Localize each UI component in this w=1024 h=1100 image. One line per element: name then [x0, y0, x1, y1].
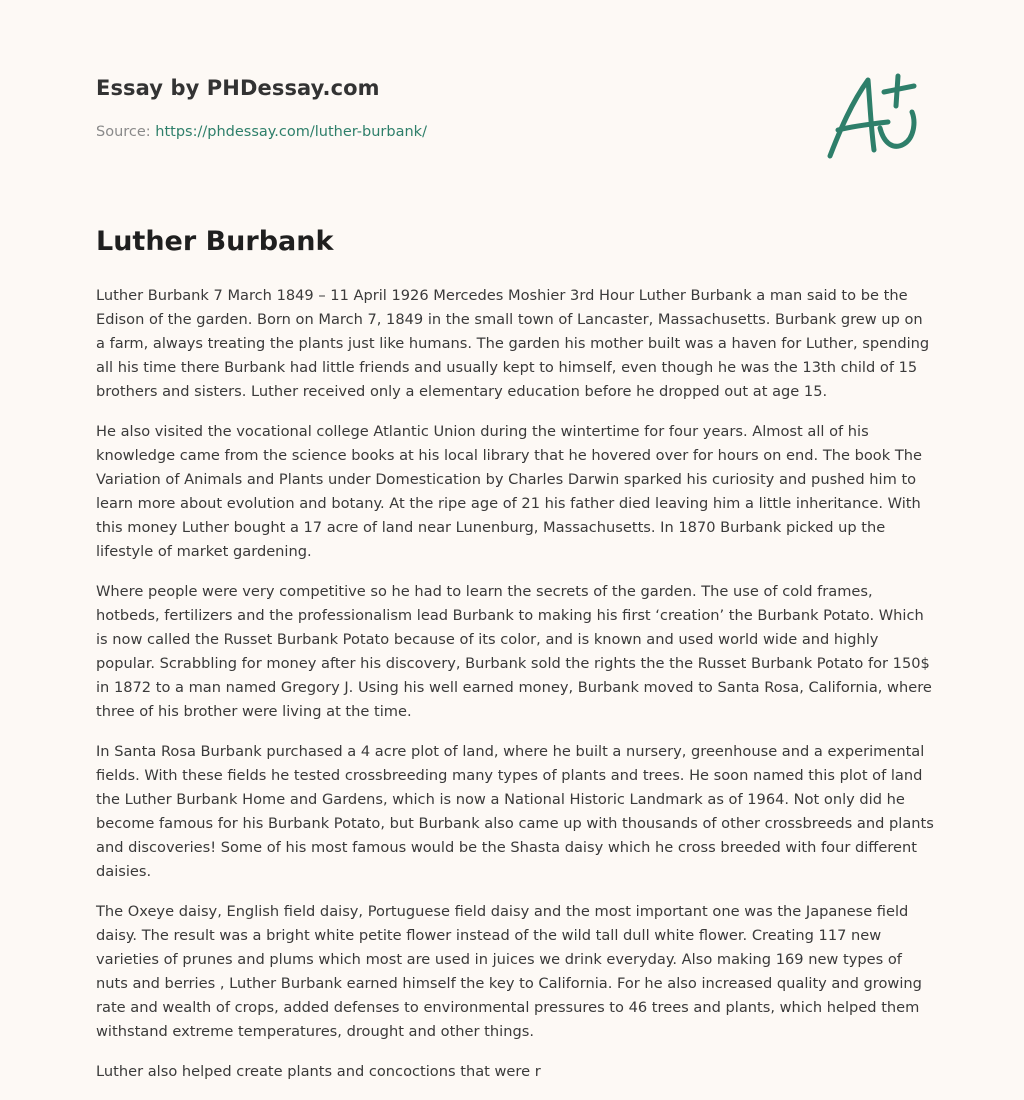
essay-paragraph: In Santa Rosa Burbank purchased a 4 acre plot of land, where he built a nursery, greenhouse and a experimental fields. With these fields he tested crossbreeding many types of plants and trees. He soon named this plot of land the Luther Burbank Home and Gardens, which is now a National Historic Landmark as of 1964. Not only did he become famous for his Burbank Potato, but Burbank also came up with thousands of other crossbreeds and plants and discoveries! Some of his most famous would be the Shasta daisy which he cross breeded with four different daisies.	[96, 743, 934, 880]
source-link[interactable]: https://phdessay.com/luther-burbank/	[155, 124, 427, 140]
essay-paragraph-truncated: Luther also helped create plants and concoctions that were r	[96, 1063, 541, 1080]
essay-page	[96, 0, 932, 1100]
site-title: Essay by PHDessay.com	[96, 76, 380, 100]
essay-paragraph: Luther Burbank 7 March 1849 – 11 April 1926 Mercedes Moshier 3rd Hour Luther Burbank a man said to be the Edison of the garden. Born on March 7, 1849 in the small town of Lancaster, Massachusetts. Burbank grew up on a farm, always treating the plants just like humans. The garden his mother built was a haven for Luther, spending all his time there Burbank had little friends and usually kept to himself, even though he was the 13th child of 15 brothers and sisters. Luther received only a elementary education before he dropped out at age 15.	[96, 287, 930, 400]
essay-paragraph: He also visited the vocational college Atlantic Union during the wintertime for four years. Almost all of his knowledge came from the science books at his local library that he hovered over for hours on end. The book The Variation of Animals and Plants under Domestication by Charles Darwin sparked his curiosity and pushed him to learn more about evolution and botany. At the ripe age of 21 his father died leaving him a little inheritance. With this money Luther bought a 17 acre of land near Lunenburg, Massachusetts. In 1870 Burbank picked up the lifestyle of market gardening.	[96, 423, 922, 560]
essay-title: Luther Burbank	[96, 226, 334, 257]
source-label: Source:	[96, 124, 151, 140]
a-plus-logo-icon	[824, 68, 928, 164]
essay-body	[96, 284, 934, 1100]
essay-paragraph: The Oxeye daisy, English field daisy, Portuguese field daisy and the most important one was the Japanese field daisy. The result was a bright white petite flower instead of the wild tall dull white flower. Creating 117 new varieties of prunes and plums which most are used in juices we drink everyday. Also making 169 new types of nuts and berries , Luther Burbank earned himself the key to California. For he also increased quality and growing rate and wealth of crops, added defenses to environmental pressures to 46 trees and plants, which helped them withstand extreme temperatures, drought and other things.	[96, 903, 922, 1040]
source-line	[96, 124, 427, 140]
page-header	[96, 74, 932, 164]
essay-paragraph: Where people were very competitive so he had to learn the secrets of the garden. The use of cold frames, hotbeds, fertilizers and the professionalism lead Burbank to making his first ‘creation’ the Burbank Potato. Which is now called the Russet Burbank Potato because of its color, and is known and used world wide and highly popular. Scrabbling for money after his discovery, Burbank sold the rights the the Russet Burbank Potato for 150$ in 1872 to a man named Gregory J. Using his well earned money, Burbank moved to Santa Rosa, California, where three of his brother were living at the time.	[96, 583, 932, 720]
